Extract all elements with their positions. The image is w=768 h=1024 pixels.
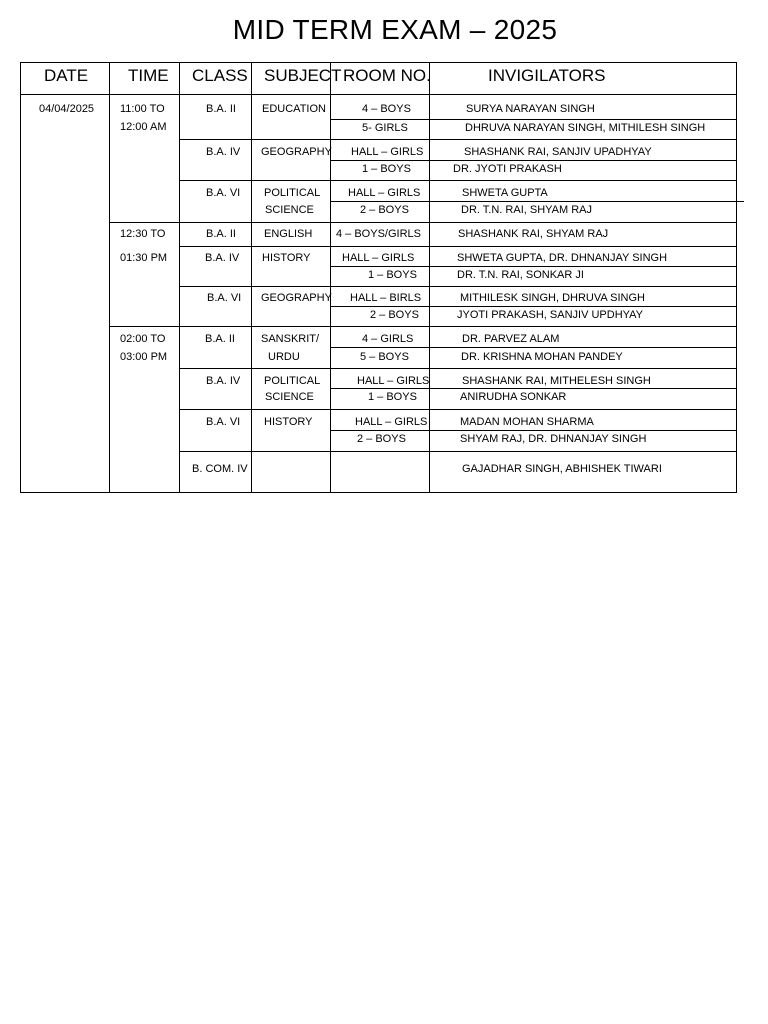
subject-cell: GEOGRAPHY [261, 146, 332, 158]
invigilator-cell: SHWETA GUPTA, DR. DHNANJAY SINGH [457, 252, 668, 264]
row-divider [330, 306, 736, 307]
subject-cell: HISTORY [262, 252, 311, 264]
row-divider [330, 388, 736, 389]
header-room: ROOM NO. [343, 66, 431, 85]
subject-cell: SCIENCE [265, 204, 314, 216]
header-bottom-border [20, 94, 736, 95]
subject-cell: ENGLISH [264, 228, 313, 240]
room-cell: 4 – GIRLS [362, 333, 414, 345]
row-divider [180, 368, 736, 369]
time-cell: 02:00 TO [120, 333, 166, 345]
header-invigilators: INVIGILATORS [488, 66, 606, 85]
table-bottom-border [20, 492, 736, 493]
column-divider [109, 62, 110, 493]
row-divider [180, 139, 736, 140]
class-cell: B.A. II [205, 333, 235, 345]
subject-cell: SCIENCE [265, 391, 314, 403]
invigilator-cell: SHYAM RAJ, DR. DHNANJAY SINGH [460, 433, 647, 445]
time-cell: 11:00 TO [120, 103, 165, 115]
class-cell: B.A. II [206, 228, 236, 240]
subject-cell: EDUCATION [262, 103, 326, 115]
row-divider [180, 286, 736, 287]
column-divider [429, 62, 430, 493]
room-cell: 4 – BOYS [362, 103, 411, 115]
column-divider [20, 62, 21, 493]
invigilator-cell: SURYA NARAYAN SINGH [466, 103, 595, 115]
invigilator-cell: DR. T.N. RAI, SONKAR JI [457, 269, 584, 281]
time-cell: 03:00 PM [120, 351, 168, 363]
column-divider [736, 62, 737, 493]
row-divider [330, 266, 736, 267]
invigilator-cell: DR. KRISHNA MOHAN PANDEY [461, 351, 623, 363]
column-divider [251, 62, 252, 493]
row-divider [330, 201, 744, 202]
class-cell: B.A. VI [207, 292, 242, 304]
row-divider [330, 347, 736, 348]
row-divider [180, 409, 736, 410]
row-divider [330, 430, 736, 431]
room-cell: HALL – GIRLS [355, 416, 428, 428]
class-cell: B.A. IV [206, 375, 241, 387]
column-divider [330, 62, 331, 493]
subject-cell: URDU [268, 351, 300, 363]
invigilator-cell: MITHILESK SINGH, DHRUVA SINGH [460, 292, 645, 304]
row-divider [180, 451, 736, 452]
header-class: CLASS [192, 66, 248, 85]
class-cell: B.A. IV [205, 252, 240, 264]
room-cell: 1 – BOYS [368, 269, 417, 281]
room-cell: 1 – BOYS [368, 391, 417, 403]
page-title: MID TERM EXAM – 2025 [232, 14, 558, 45]
room-cell: 2 – BOYS [370, 309, 419, 321]
time-cell: 12:30 TO [120, 228, 166, 240]
time-cell: 12:00 AM [120, 121, 167, 133]
date-cell: 04/04/2025 [39, 103, 95, 115]
row-divider [180, 246, 736, 247]
room-cell: HALL – GIRLS [351, 146, 424, 158]
header-date: DATE [44, 66, 89, 85]
row-divider [110, 222, 736, 223]
invigilator-cell: SHASHANK RAI, SHYAM RAJ [458, 228, 609, 240]
room-cell: 5- GIRLS [362, 122, 408, 134]
room-cell: HALL – GIRLS [357, 375, 430, 387]
class-cell: B. COM. IV [192, 463, 248, 475]
class-cell: B.A. VI [206, 187, 241, 199]
invigilator-cell: SHASHANK RAI, SANJIV UPADHYAY [464, 146, 652, 158]
row-divider [330, 119, 736, 120]
subject-cell: POLITICAL [264, 187, 321, 199]
room-cell: 4 – BOYS/GIRLS [336, 228, 421, 240]
invigilator-cell: MADAN MOHAN SHARMA [460, 416, 594, 428]
invigilator-cell: DR. T.N. RAI, SHYAM RAJ [461, 204, 593, 216]
invigilator-cell: SHWETA GUPTA [462, 187, 548, 199]
room-cell: HALL – BIRLS [350, 292, 422, 304]
class-cell: B.A. IV [206, 146, 241, 158]
invigilator-cell: DR. PARVEZ ALAM [462, 333, 560, 345]
room-cell: HALL – GIRLS [348, 187, 421, 199]
row-divider [180, 180, 736, 181]
row-divider [110, 326, 736, 327]
row-divider [330, 160, 736, 161]
table-top-border [20, 62, 736, 63]
invigilator-cell: DR. JYOTI PRAKASH [453, 163, 562, 175]
time-cell: 01:30 PM [120, 252, 168, 264]
column-divider [179, 62, 180, 493]
subject-cell: HISTORY [264, 416, 313, 428]
invigilator-cell: JYOTI PRAKASH, SANJIV UPDHYAY [457, 309, 644, 321]
room-cell: 2 – BOYS [357, 433, 406, 445]
invigilator-cell: ANIRUDHA SONKAR [460, 391, 567, 403]
invigilator-cell: SHASHANK RAI, MITHELESH SINGH [462, 375, 651, 387]
room-cell: 5 – BOYS [360, 351, 409, 363]
room-cell: HALL – GIRLS [342, 252, 415, 264]
room-cell: 1 – BOYS [362, 163, 411, 175]
room-cell: 2 – BOYS [360, 204, 409, 216]
subject-cell: POLITICAL [264, 375, 321, 387]
header-subject: SUBJECT [264, 66, 342, 85]
header-time: TIME [128, 66, 169, 85]
class-cell: B.A. II [206, 103, 236, 115]
invigilator-cell: GAJADHAR SINGH, ABHISHEK TIWARI [462, 463, 662, 475]
subject-cell: GEOGRAPHY [261, 292, 332, 304]
subject-cell: SANSKRIT/ [261, 333, 320, 345]
class-cell: B.A. VI [206, 416, 241, 428]
invigilator-cell: DHRUVA NARAYAN SINGH, MITHILESH SINGH [465, 122, 706, 134]
